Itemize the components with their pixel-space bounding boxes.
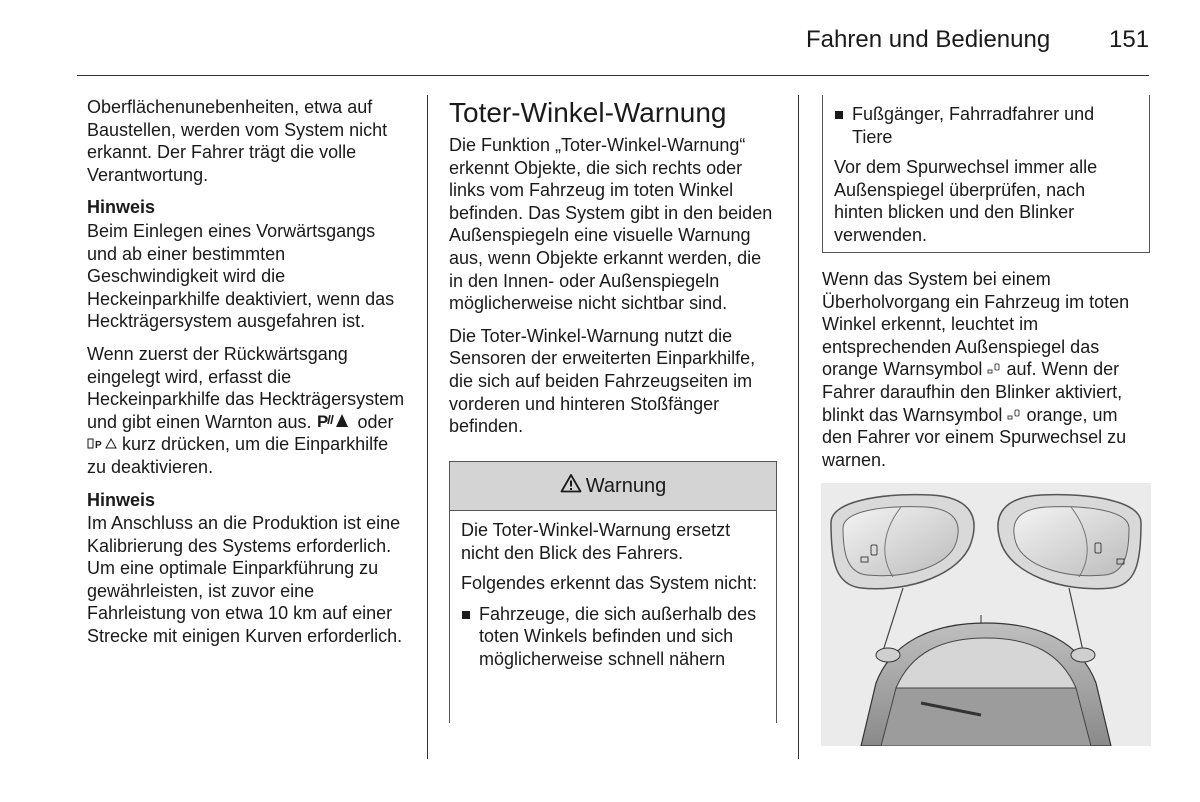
bullet-icon (461, 603, 471, 671)
paragraph (822, 268, 1150, 471)
blind-spot-warning-icon (987, 358, 1001, 381)
text-run: Wenn das System bei einem Überholvorgang ein Fahrzeug im toten Winkel erkennt, leuchtet im entsprechenden Außenspiegel das orange Warnsymbol (822, 269, 1130, 380)
list-item (461, 603, 766, 671)
park-assist-small-icon (87, 433, 117, 456)
text-run: auf. Wenn der Fahrer daraufhin den Blinker aktiviert, blinkt das Warnsymbol (822, 359, 1123, 425)
warning-box (449, 461, 777, 723)
header-rule (77, 75, 1149, 76)
paragraph: Die Funktion „Toter-Winkel-Warnung“ erkennt Objekte, die sich rechts oder links vom Fahrzeug im toten Winkel befinden. Das System gibt in den beiden Außenspiegeln eine visuelle Warnung aus, wenn Objekte erkannt werden, die in den Innen- oder Außenspiegeln möglicherweise nicht sichtbar sind. (449, 135, 773, 314)
hinweis-label: Hinweis (87, 489, 156, 510)
text-run: orange, um den Fahrer vor einem Spurwechsel zu warnen. (822, 404, 1127, 470)
warning-box-continued (822, 95, 1150, 253)
warning-text: Folgendes erkennt das System nicht: (461, 573, 758, 594)
list-item (834, 103, 1139, 148)
park-assist-icon (317, 411, 353, 434)
svg-text:P: P (95, 440, 102, 451)
svg-text:P: P (316, 411, 328, 428)
running-header-title: Fahren und Bedienung (806, 26, 1051, 53)
text-run: oder (357, 411, 394, 432)
section-heading: Toter-Winkel-Warnung (449, 97, 727, 128)
mirror-illustration (821, 483, 1151, 746)
blind-spot-warning-icon (1007, 404, 1021, 427)
warning-triangle-icon (560, 473, 582, 499)
column-divider (427, 95, 428, 759)
bullet-icon (834, 103, 844, 148)
page-number: 151 (1109, 26, 1150, 53)
column-2 (449, 96, 779, 448)
text-run: kurz drücken, um die Einparkhilfe zu deaktivieren. (87, 434, 389, 477)
warning-text: Vor dem Spurwechsel immer alle Außenspiegel überprüfen, nach hinten blicken und den Blinker verwenden. (834, 157, 1098, 245)
hinweis-text: Beim Einlegen eines Vorwärtsgangs und ab einer bestimmten Geschwindigkeit wird die Heckeinparkhilfe deaktiviert, wenn das Heckträgersystem ausgefahren ist. (87, 220, 395, 332)
paragraph: Oberflächenunebenheiten, etwa auf Baustellen, werden vom System nicht erkannt. Der Fahrer trägt die volle Verantwortung. (87, 97, 388, 185)
warning-title: Warnung (585, 474, 667, 497)
list-item-text: Fahrzeuge, die sich außerhalb des toten Winkels befinden und sich möglicherweise schnell nähern (479, 603, 757, 669)
warning-body (450, 511, 776, 671)
warning-header (450, 462, 776, 511)
list-item-text: Fußgänger, Fahrradfahrer und Tiere (852, 104, 1095, 147)
text-run: Wenn zuerst der Rückwärtsgang eingelegt wird, erfasst die Heckeinparkhilfe das Heckträgersystem und gibt einen Warnton aus. (87, 343, 405, 432)
column-1 (87, 96, 407, 658)
paragraph (87, 343, 407, 479)
column-divider (798, 95, 799, 759)
hinweis-text: Im Anschluss an die Produktion ist eine Kalibrierung des Systems erforderlich. Um eine optimale Einparkführung zu gewährleisten, ist zuvor eine Fahrleistung von etwa 10 km auf einer Strecke mit einigen Kurven erforderlich. (87, 513, 403, 647)
paragraph: Die Toter-Winkel-Warnung nutzt die Sensoren der erweiterten Einparkhilfe, die sich auf beiden Fahrzeugseiten im vorderen und hinteren Stoßfänger befinden. (449, 325, 756, 437)
warning-text: Die Toter-Winkel-Warnung ersetzt nicht den Blick des Fahrers. (461, 520, 731, 563)
hinweis-label: Hinweis (87, 197, 156, 218)
